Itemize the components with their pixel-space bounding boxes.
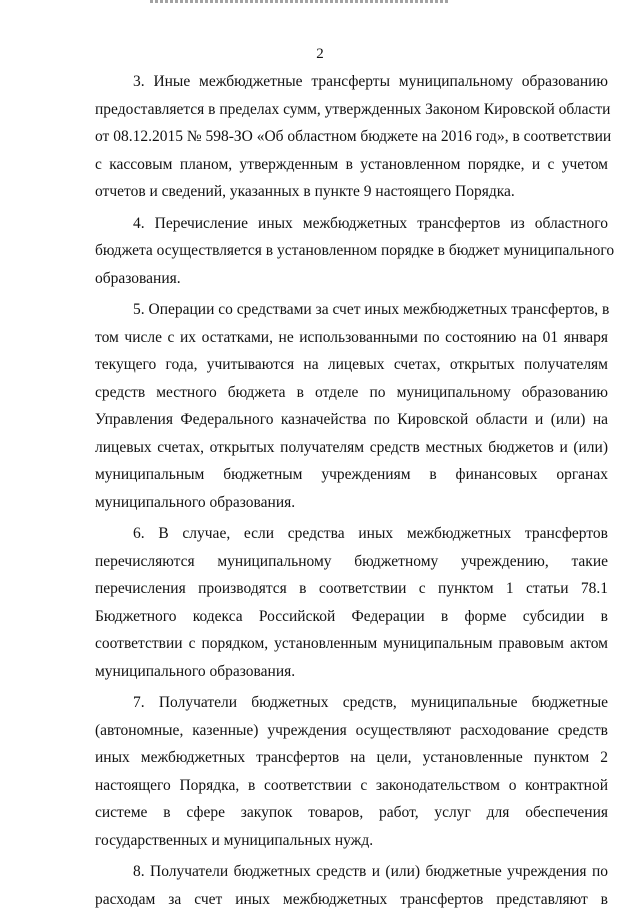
paragraph-line: расходам за счет иных межбюджетных трансфертов представляют в — [95, 890, 608, 908]
paragraph-line: перечисления производятся в соответствии с пунктом 1 статьи 78.1 — [95, 580, 608, 597]
paragraph-line: бюджета осуществляется в установленном порядке в бюджет муниципального — [95, 242, 615, 259]
paragraph-line: иных межбюджетных трансфертов на цели, установленные пунктом 2 — [95, 749, 608, 766]
paragraph-5 — [95, 689, 608, 854]
paragraph-line: 7. Получатели бюджетных средств, муниципальные бюджетные — [133, 694, 608, 711]
paragraph-line: том числе с их остатками, не использованными по состоянию на 01 января — [95, 328, 608, 346]
paragraph-line: с кассовым планом, утвержденным в установленном порядке, и с учетом — [95, 155, 608, 173]
paragraph-line: настоящего Порядка, в соответствии с законодательством о контрактной — [95, 776, 608, 794]
document-body — [95, 68, 615, 917]
paragraph-1 — [95, 68, 612, 206]
paragraph-line: образования. — [95, 269, 181, 287]
paragraph-line: лицевых счетах, открытых получателям средств местных бюджетов и (или) — [95, 438, 608, 456]
paragraph-line: 4. Перечисление иных межбюджетных трансфертов из областного — [133, 214, 608, 232]
paragraph-line: предоставляется в пределах сумм, утвержденных Законом Кировской области — [95, 100, 611, 118]
paragraph-4 — [95, 520, 608, 685]
paragraph-line: 8. Получатели бюджетных средств и (или) бюджетные учреждения по — [133, 863, 608, 880]
paragraph-line: средств местного бюджета в отделе по муниципальному образованию — [95, 383, 608, 401]
scan-edge-mark — [150, 0, 450, 3]
paragraph-line: (автономные, казенные) учреждения осуществляют расходование средств — [95, 721, 608, 739]
paragraph-line: муниципальным бюджетным учреждениям в финансовых органах — [95, 466, 608, 483]
paragraph-line: отчетов и сведений, указанных в пункте 9 настоящего Порядка. — [95, 183, 515, 200]
paragraph-line: от 08.12.2015 № 598-ЗО «Об областном бюджете на 2016 год», в соответствии — [95, 128, 612, 145]
paragraph-line: муниципального образования. — [95, 493, 296, 511]
paragraph-line: соответствии с порядком, установленным муниципальным правовым актом — [95, 635, 608, 652]
paragraph-3 — [95, 296, 608, 516]
paragraph-line: текущего года, учитываются на лицевых счетах, открытых получателям — [95, 356, 608, 373]
paragraph-line: Управления Федерального казначейства по Кировской области и (или) на — [95, 411, 608, 428]
paragraph-line: муниципального образования. — [95, 662, 296, 680]
paragraph-line: системе в сфере закупок товаров, работ, услуг для обеспечения — [95, 804, 608, 821]
paragraph-2 — [95, 210, 615, 293]
paragraph-line: 6. В случае, если средства иных межбюджетных трансфертов — [133, 525, 608, 542]
paragraph-line: перечисляются муниципальному бюджетному учреждению, такие — [95, 552, 608, 570]
paragraph-line: государственных и муниципальных нужд. — [95, 831, 374, 849]
paragraph-line: Бюджетного кодекса Российской Федерации в форме субсидии в — [95, 607, 608, 625]
paragraph-line: 3. Иные межбюджетные трансферты муниципальному образованию — [133, 73, 608, 90]
paragraph-line: 5. Операции со средствами за счет иных межбюджетных трансфертов, в — [133, 301, 610, 318]
page-number: 2 — [316, 46, 324, 62]
